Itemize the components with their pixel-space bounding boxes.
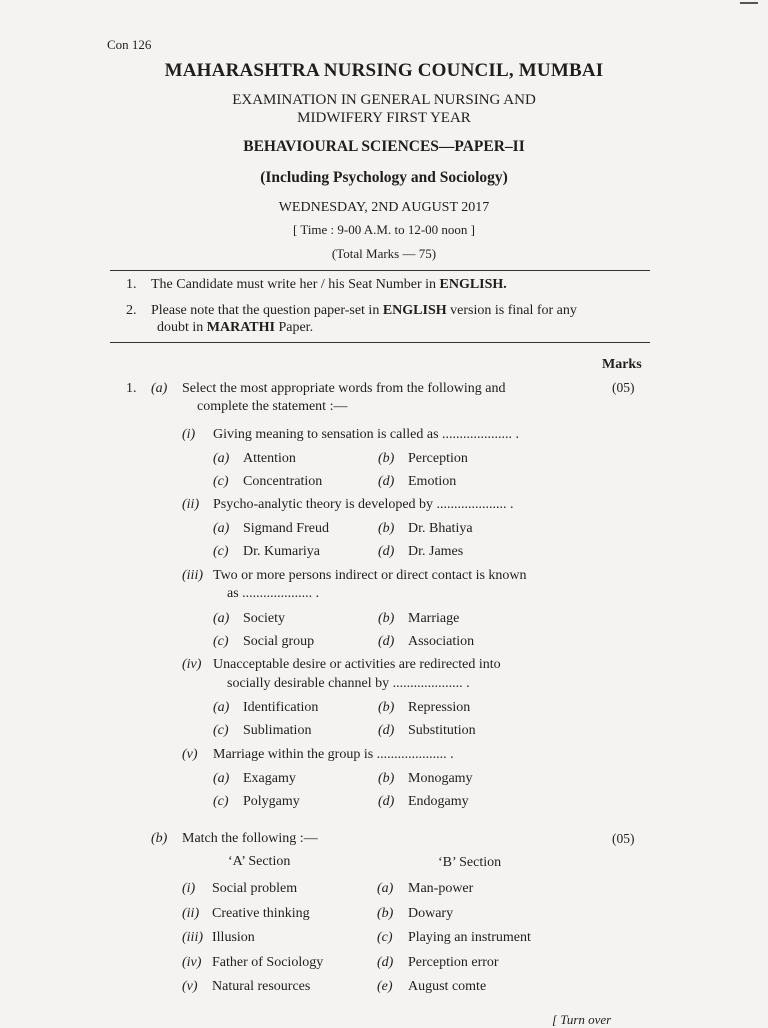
match-a-text: Creative thinking <box>212 906 310 921</box>
option-label: (a) <box>213 771 230 786</box>
option-text: Identification <box>243 700 319 715</box>
paper-title: BEHAVIOURAL SCIENCES—PAPER–II <box>243 138 525 155</box>
match-a-label: (iv) <box>182 955 202 970</box>
instruction-1-number: 1. <box>126 277 137 292</box>
option-text: Substitution <box>408 723 476 738</box>
option-label: (b) <box>378 771 395 786</box>
match-a-label: (i) <box>182 881 196 896</box>
item-iii-text-line2: as .................... . <box>227 586 320 601</box>
option-label: (a) <box>213 611 230 626</box>
option-label: (c) <box>213 634 229 649</box>
match-a-text: Father of Sociology <box>212 955 324 970</box>
item-i-text: Giving meaning to sensation is called as .................... . <box>213 427 520 442</box>
question-1a-text-line1: Select the most appropriate words from the following and <box>182 381 506 396</box>
option-text: Polygamy <box>243 794 300 809</box>
option-label: (d) <box>378 634 395 649</box>
match-a-label: (v) <box>182 979 198 994</box>
option-text: Attention <box>243 451 296 466</box>
item-iv-label: (iv) <box>182 657 202 672</box>
item-iii-label: (iii) <box>182 568 203 583</box>
option-text: Exagamy <box>243 771 296 786</box>
option-label: (a) <box>213 700 230 715</box>
match-b-label: (a) <box>377 881 394 896</box>
exam-time: [ Time : 9-00 A.M. to 12-00 noon ] <box>292 222 475 237</box>
option-label: (d) <box>378 544 395 559</box>
item-iv-text-line2: socially desirable channel by .................... . <box>227 676 470 691</box>
option-text: Concentration <box>243 474 323 489</box>
turn-over-note: [ Turn over <box>552 1012 612 1027</box>
match-b-text: Playing an instrument <box>408 930 531 945</box>
match-b-text: Man-power <box>408 881 474 896</box>
option-label: (b) <box>378 451 395 466</box>
instruction-2-number: 2. <box>126 303 137 318</box>
match-b-text: Perception error <box>408 955 499 970</box>
divider-top <box>110 270 650 271</box>
option-text: Association <box>408 634 475 649</box>
option-text: Dr. Kumariya <box>243 544 320 559</box>
divider-bottom <box>110 342 650 343</box>
option-text: Emotion <box>408 474 457 489</box>
corner-mark <box>740 2 758 4</box>
option-label: (c) <box>213 474 229 489</box>
option-label: (c) <box>213 723 229 738</box>
option-label: (a) <box>213 451 230 466</box>
item-ii-label: (ii) <box>182 497 200 512</box>
item-v-label: (v) <box>182 747 198 762</box>
match-b-label: (e) <box>377 979 393 994</box>
question-1b-label: (b) <box>151 831 168 846</box>
option-label: (a) <box>213 521 230 536</box>
option-text: Social group <box>243 634 315 649</box>
match-a-text: Natural resources <box>212 979 311 994</box>
match-a-text: Illusion <box>212 930 255 945</box>
match-b-text: Dowary <box>408 906 454 921</box>
item-iv-text: Unacceptable desire or activities are redirected into <box>213 657 501 672</box>
option-text: Society <box>243 611 285 626</box>
exam-date: WEDNESDAY, 2ND AUGUST 2017 <box>278 200 490 215</box>
question-1-number: 1. <box>126 381 137 396</box>
option-label: (d) <box>378 723 395 738</box>
exam-title-line2: MIDWIFERY FIRST YEAR <box>297 110 471 126</box>
option-label: (d) <box>378 794 395 809</box>
option-label: (c) <box>213 794 229 809</box>
paper-code: Con 126 <box>107 37 152 52</box>
question-1b-text: Match the following :— <box>182 831 318 846</box>
match-b-text: August comte <box>408 979 487 994</box>
section-a-heading: ‘A’ Section <box>228 854 291 869</box>
match-b-label: (d) <box>377 955 394 970</box>
option-text: Repression <box>408 700 471 715</box>
item-iii-text: Two or more persons indirect or direct contact is known <box>213 568 527 583</box>
option-text: Monogamy <box>408 771 473 786</box>
option-label: (b) <box>378 611 395 626</box>
option-text: Dr. Bhatiya <box>408 521 473 536</box>
match-b-label: (b) <box>377 906 394 921</box>
match-a-label: (ii) <box>182 906 200 921</box>
item-i-label: (i) <box>182 427 196 442</box>
item-ii-text: Psycho-analytic theory is developed by .................... . <box>213 497 514 512</box>
option-label: (c) <box>213 544 229 559</box>
option-text: Sigmand Freud <box>243 521 329 536</box>
match-b-label: (c) <box>377 930 393 945</box>
council-title: MAHARASHTRA NURSING COUNCIL, MUMBAI <box>164 60 604 81</box>
question-1a-marks: (05) <box>612 380 635 395</box>
option-text: Sublimation <box>243 723 312 738</box>
question-1a-text-line2: complete the statement :— <box>197 399 348 414</box>
match-a-label: (iii) <box>182 930 203 945</box>
instruction-1-text: The Candidate must write her / his Seat Number in ENGLISH. <box>151 277 507 292</box>
option-label: (d) <box>378 474 395 489</box>
option-text: Marriage <box>408 611 460 626</box>
paper-subtitle: (Including Psychology and Sociology) <box>260 169 508 186</box>
option-text: Dr. James <box>408 544 464 559</box>
exam-title-line1: EXAMINATION IN GENERAL NURSING AND <box>232 92 536 108</box>
instruction-2-text: Please note that the question paper-set in ENGLISH version is final for any <box>151 303 577 318</box>
question-1b-marks: (05) <box>612 831 635 846</box>
question-1a-label: (a) <box>151 381 168 396</box>
total-marks: (Total Marks — 75) <box>331 246 437 261</box>
option-label: (b) <box>378 521 395 536</box>
option-text: Endogamy <box>408 794 469 809</box>
item-v-text: Marriage within the group is .................... . <box>213 747 454 762</box>
match-a-text: Social problem <box>212 881 298 896</box>
marks-heading: Marks <box>602 357 642 372</box>
section-b-heading: ‘B’ Section <box>438 855 502 870</box>
option-label: (b) <box>378 700 395 715</box>
instruction-2-text-line2: doubt in MARATHI Paper. <box>157 320 314 335</box>
option-text: Perception <box>408 451 468 466</box>
